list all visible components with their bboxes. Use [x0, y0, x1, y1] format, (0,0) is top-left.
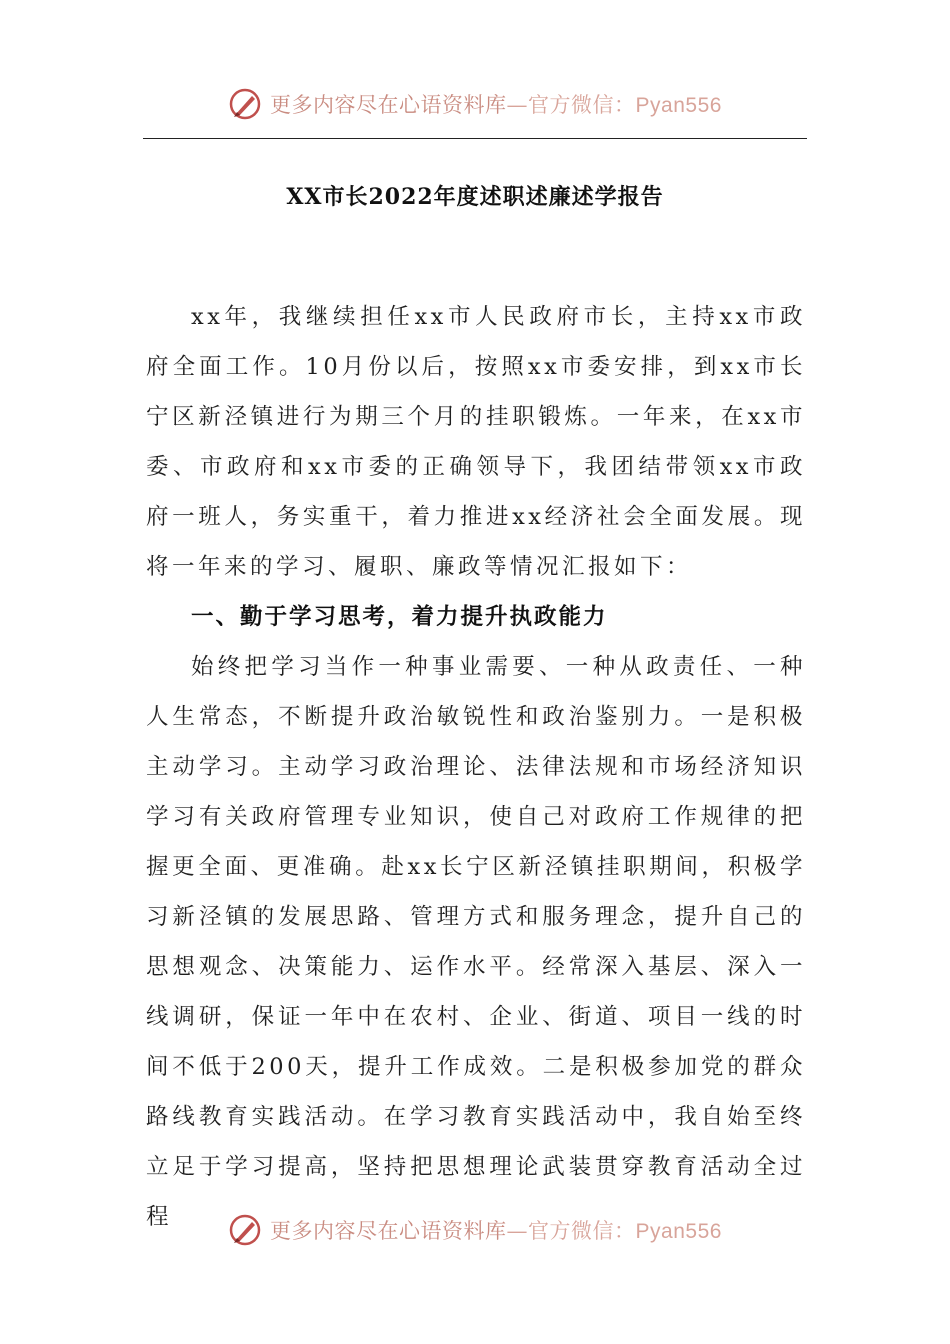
- document-body: [146, 292, 806, 1242]
- section-heading: 一、勤于学习思考，着力提升执政能力: [191, 604, 608, 630]
- header-divider: [143, 138, 807, 139]
- header-banner-text: 更多内容尽在心语资料库—官方微信：Pyan556: [270, 93, 722, 117]
- section-paragraph: 始终把学习当作一种事业需要、一种从政责任、一种人生常态，不断提升政治敏锐性和政治鉴别力。一是积极主动学习。主动学习政治理论、法律法规和市场经济知识学习有关政府管理专业知识，使自己对政府工作规律的把握更全面、更准确。赴xx长宁区新泾镇挂职期间，积极学习新泾镇的发展思路、管理方式和服务理念，提升自己的思想观念、决策能力、运作水平。经常深入基层、深入一线调研，保证一年中在农村、企业、街道、项目一线的时间不低于200天，提升工作成效。二是积极参加党的群众路线教育实践活动。在学习教育实践活动中，我自始至终立足于学习提高，坚持把思想理论武装贯穿教育活动全过程: [146, 654, 806, 1230]
- document-title: XX市长2022年度述职述廉述学报告: [286, 184, 664, 210]
- header-banner: [0, 84, 950, 124]
- intro-paragraph: xx年，我继续担任xx市人民政府市长，主持xx市政府全面工作。10月份以后，按照xx市委安排，到xx市长宁区新泾镇进行为期三个月的挂职锻炼。一年来，在xx市委、市政府和xx市委的正确领导下，我团结带领xx市政府一班人，务实重干，着力推进xx经济社会全面发展。现将一年来的学习、履职、廉政等情况汇报如下：: [146, 304, 806, 580]
- pen-logo-icon: [228, 87, 262, 121]
- pen-logo-icon: [228, 1213, 262, 1247]
- footer-banner: [0, 1210, 950, 1250]
- footer-banner-text: 更多内容尽在心语资料库—官方微信：Pyan556: [270, 1219, 722, 1243]
